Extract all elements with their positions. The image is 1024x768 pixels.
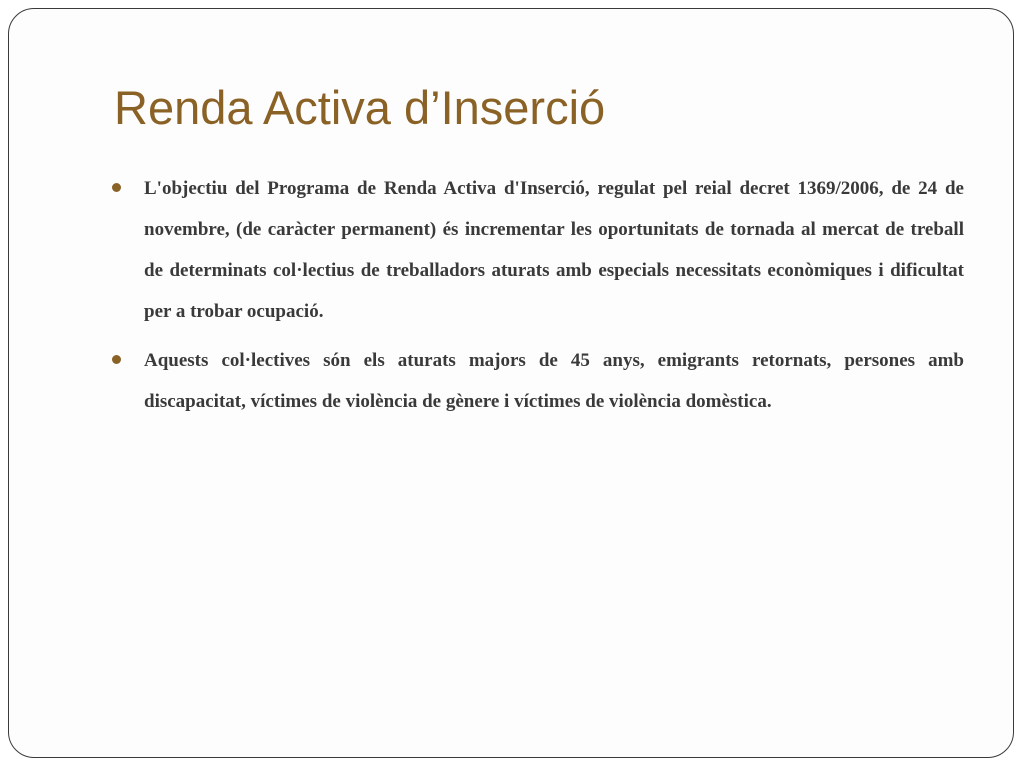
- bullet-list: [112, 168, 964, 430]
- bullet-text: Aquests col·lectives són els aturats majors de 45 anys, emigrants retornats, persones amb discapacitat, víctimes de violència de gènere i víctimes de violència domèstica.: [144, 350, 964, 412]
- bullet-dot-icon: [112, 355, 121, 364]
- bullet-dot-icon: [112, 183, 121, 192]
- bullet-item-collectives: [112, 340, 964, 422]
- bullet-item-objective: [112, 168, 964, 332]
- slide-title: Renda Activa d’Inserció: [114, 81, 606, 134]
- bullet-text: L'objectiu del Programa de Renda Activa d'Inserció, regulat pel reial decret 1369/2006, de 24 de novembre, (de caràcter permanent) és incrementar les oportunitats de tornada al mercat de treball de determinats col·lectius de treballadors aturats amb especials necessitats econòmiques i dificultat per a trobar ocupació.: [144, 178, 964, 322]
